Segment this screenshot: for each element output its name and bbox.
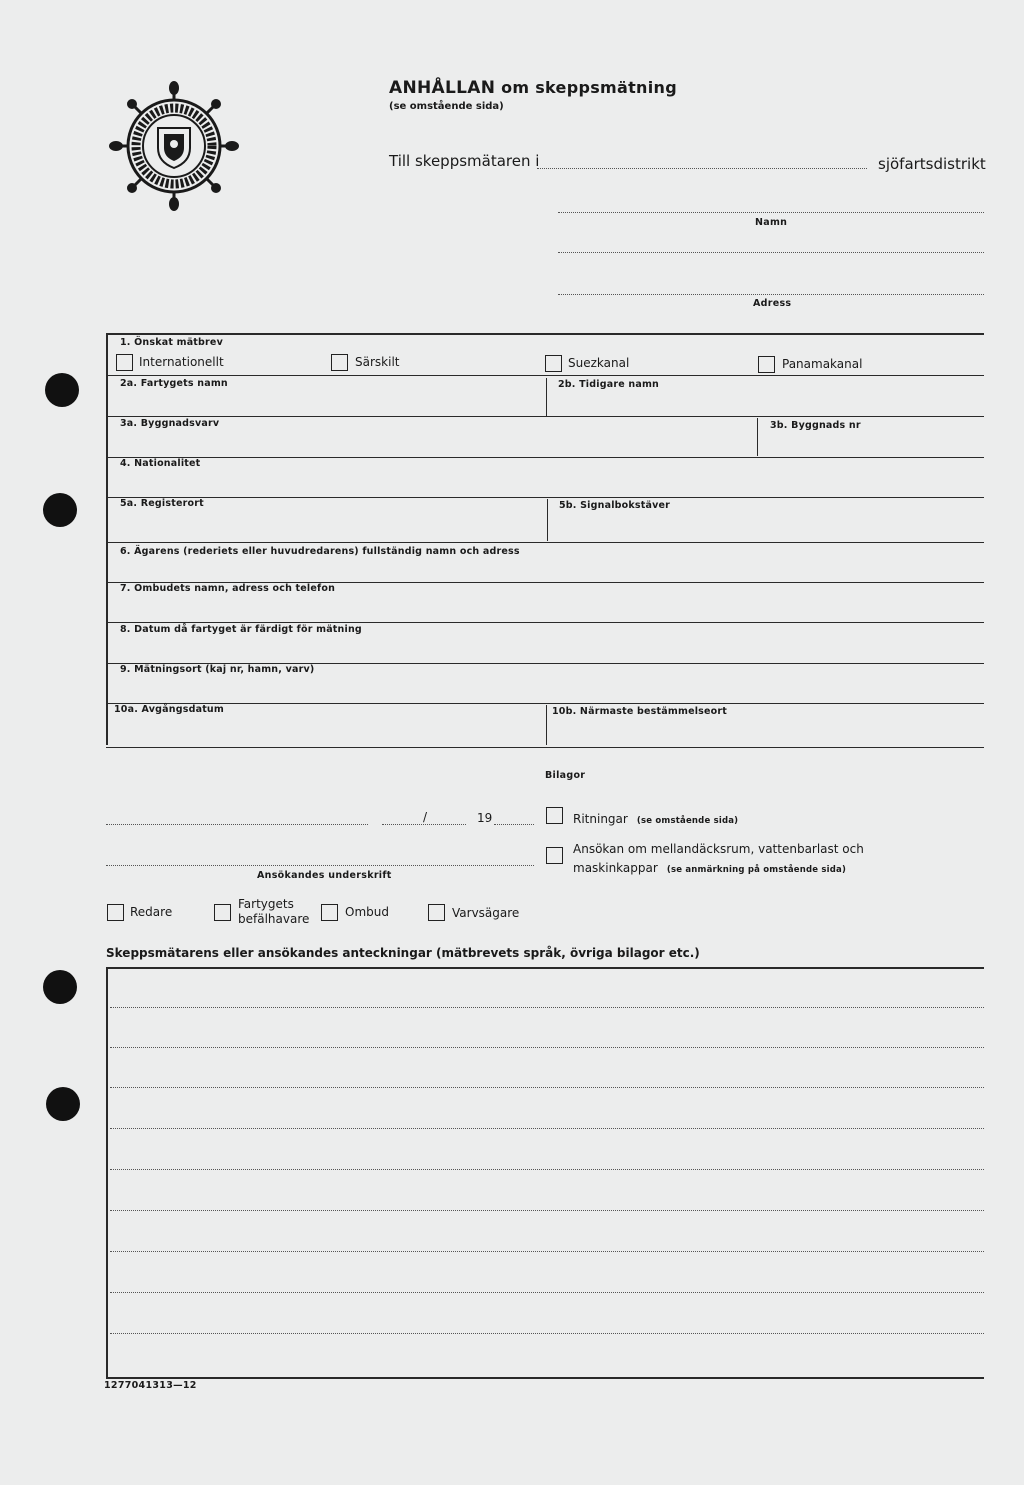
field-3b-label: 3b. Byggnads nr xyxy=(770,420,861,431)
notes-line xyxy=(110,1128,984,1129)
field-6-label: 6. Ägarens (rederiets eller huvudredarens) fullständig namn och adress xyxy=(120,546,520,557)
notes-line xyxy=(110,1087,984,1088)
form-top-border xyxy=(106,333,984,335)
field-4-input[interactable] xyxy=(108,459,984,497)
option-panamakanal-label: Panamakanal xyxy=(782,357,863,371)
ritningar-note: (se omstående sida) xyxy=(636,816,739,826)
notes-bottom-border xyxy=(106,1377,984,1379)
ansokan-note: (se anmärkning på omstående sida) xyxy=(666,865,847,875)
row-divider xyxy=(106,703,984,704)
address-input-line-1[interactable] xyxy=(558,252,984,253)
role-fartygets-line2: befälhavare xyxy=(238,912,310,926)
checkbox-suezkanal[interactable] xyxy=(545,355,562,372)
ritningar-label: Ritningar xyxy=(573,812,628,826)
ansokan-line2 xyxy=(573,857,846,876)
punch-hole-icon xyxy=(46,1087,80,1121)
date-input-line[interactable] xyxy=(382,824,466,825)
ansokan-label-line1: Ansökan om mellandäcksrum, vattenbarlast och xyxy=(573,842,864,856)
field-4-label: 4. Nationalitet xyxy=(120,458,201,469)
checkbox-redare[interactable] xyxy=(107,904,124,921)
checkbox-internationellt[interactable] xyxy=(116,354,133,371)
role-varvsagare-label: Varvsägare xyxy=(452,906,520,920)
field-2b-label: 2b. Tidigare namn xyxy=(558,379,660,390)
ritningar-option xyxy=(573,808,738,827)
punch-hole-icon xyxy=(45,373,79,407)
ship-wheel-emblem-icon xyxy=(108,80,240,212)
attachments-heading: Bilagor xyxy=(545,770,586,781)
row-divider xyxy=(106,497,984,498)
field-10b-label: 10b. Närmaste bestämmelseort xyxy=(552,706,728,717)
form-title-bold: ANHÅLLAN xyxy=(389,78,496,98)
checkbox-fartygets-befalhavare[interactable] xyxy=(214,904,231,921)
row-divider xyxy=(106,622,984,623)
signature-input-line[interactable] xyxy=(106,865,534,866)
notes-line xyxy=(110,1007,984,1008)
checkbox-varvsagare[interactable] xyxy=(428,904,445,921)
address-label: Adress xyxy=(753,298,792,309)
field-3a-label: 3a. Byggnadsvarv xyxy=(120,418,220,429)
row-divider xyxy=(106,375,984,376)
field-5b-label: 5b. Signalbokstäver xyxy=(559,500,671,511)
option-internationellt-label: Internationellt xyxy=(139,355,224,369)
notes-top-border xyxy=(106,967,984,969)
form-subtitle: (se omstående sida) xyxy=(389,101,504,112)
punch-hole-icon xyxy=(43,970,77,1004)
form-code: 1277041313—12 xyxy=(104,1380,197,1391)
signature-caption: Ansökandes underskrift xyxy=(257,870,392,881)
field-10a-label: 10a. Avgångsdatum xyxy=(114,704,224,715)
col-divider xyxy=(547,499,548,541)
field-7-label: 7. Ombudets namn, adress och telefon xyxy=(120,583,336,594)
col-divider xyxy=(546,378,547,416)
notes-area[interactable] xyxy=(108,970,984,1375)
form-title-rest: om skeppsmätning xyxy=(495,78,677,97)
row-divider xyxy=(106,457,984,458)
notes-line xyxy=(110,1333,984,1334)
year-prefix: 19 xyxy=(477,811,493,825)
option-suezkanal-label: Suezkanal xyxy=(568,356,630,370)
row-divider xyxy=(106,542,984,543)
name-label: Namn xyxy=(755,217,788,228)
section1-label: 1. Önskat mätbrev xyxy=(120,337,223,348)
to-surveyor-label: Till skeppsmätaren i xyxy=(389,152,540,170)
ansokan-label-line2: maskinkappar xyxy=(573,861,658,875)
field-5a-label: 5a. Registerort xyxy=(120,498,204,509)
notes-line xyxy=(110,1292,984,1293)
notes-line xyxy=(110,1047,984,1048)
checkbox-ritningar[interactable] xyxy=(546,807,563,824)
field-8-label: 8. Datum då fartyget är färdigt för mätning xyxy=(120,624,362,635)
col-divider xyxy=(546,705,547,745)
field-9-label: 9. Mätningsort (kaj nr, hamn, varv) xyxy=(120,664,315,675)
checkbox-sarskilt[interactable] xyxy=(331,354,348,371)
notes-line xyxy=(110,1251,984,1252)
role-ombud-label: Ombud xyxy=(345,905,389,919)
notes-line xyxy=(110,1210,984,1211)
col-divider xyxy=(757,418,758,456)
option-sarskilt-label: Särskilt xyxy=(355,355,400,369)
row-divider xyxy=(106,416,984,417)
place-input-line[interactable] xyxy=(106,824,368,825)
year-input-line[interactable] xyxy=(494,824,534,825)
punch-hole-icon xyxy=(43,493,77,527)
notes-line xyxy=(110,1169,984,1170)
field-2a-label: 2a. Fartygets namn xyxy=(120,378,228,389)
checkbox-ansokan[interactable] xyxy=(546,847,563,864)
checkbox-ombud[interactable] xyxy=(321,904,338,921)
form-title xyxy=(389,78,677,98)
name-input-line[interactable] xyxy=(558,212,984,213)
address-input-line-2[interactable] xyxy=(558,294,984,295)
form-bottom-border xyxy=(106,747,984,748)
date-slash: / xyxy=(423,810,428,824)
district-suffix-label: sjöfartsdistrikt xyxy=(878,155,986,173)
district-input-line[interactable] xyxy=(537,168,867,169)
checkbox-panamakanal[interactable] xyxy=(758,356,775,373)
notes-heading: Skeppsmätarens eller ansökandes anteckningar (mätbrevets språk, övriga bilagor etc.) xyxy=(106,946,700,960)
role-fartygets-line1: Fartygets xyxy=(238,897,294,911)
role-redare-label: Redare xyxy=(130,905,173,919)
